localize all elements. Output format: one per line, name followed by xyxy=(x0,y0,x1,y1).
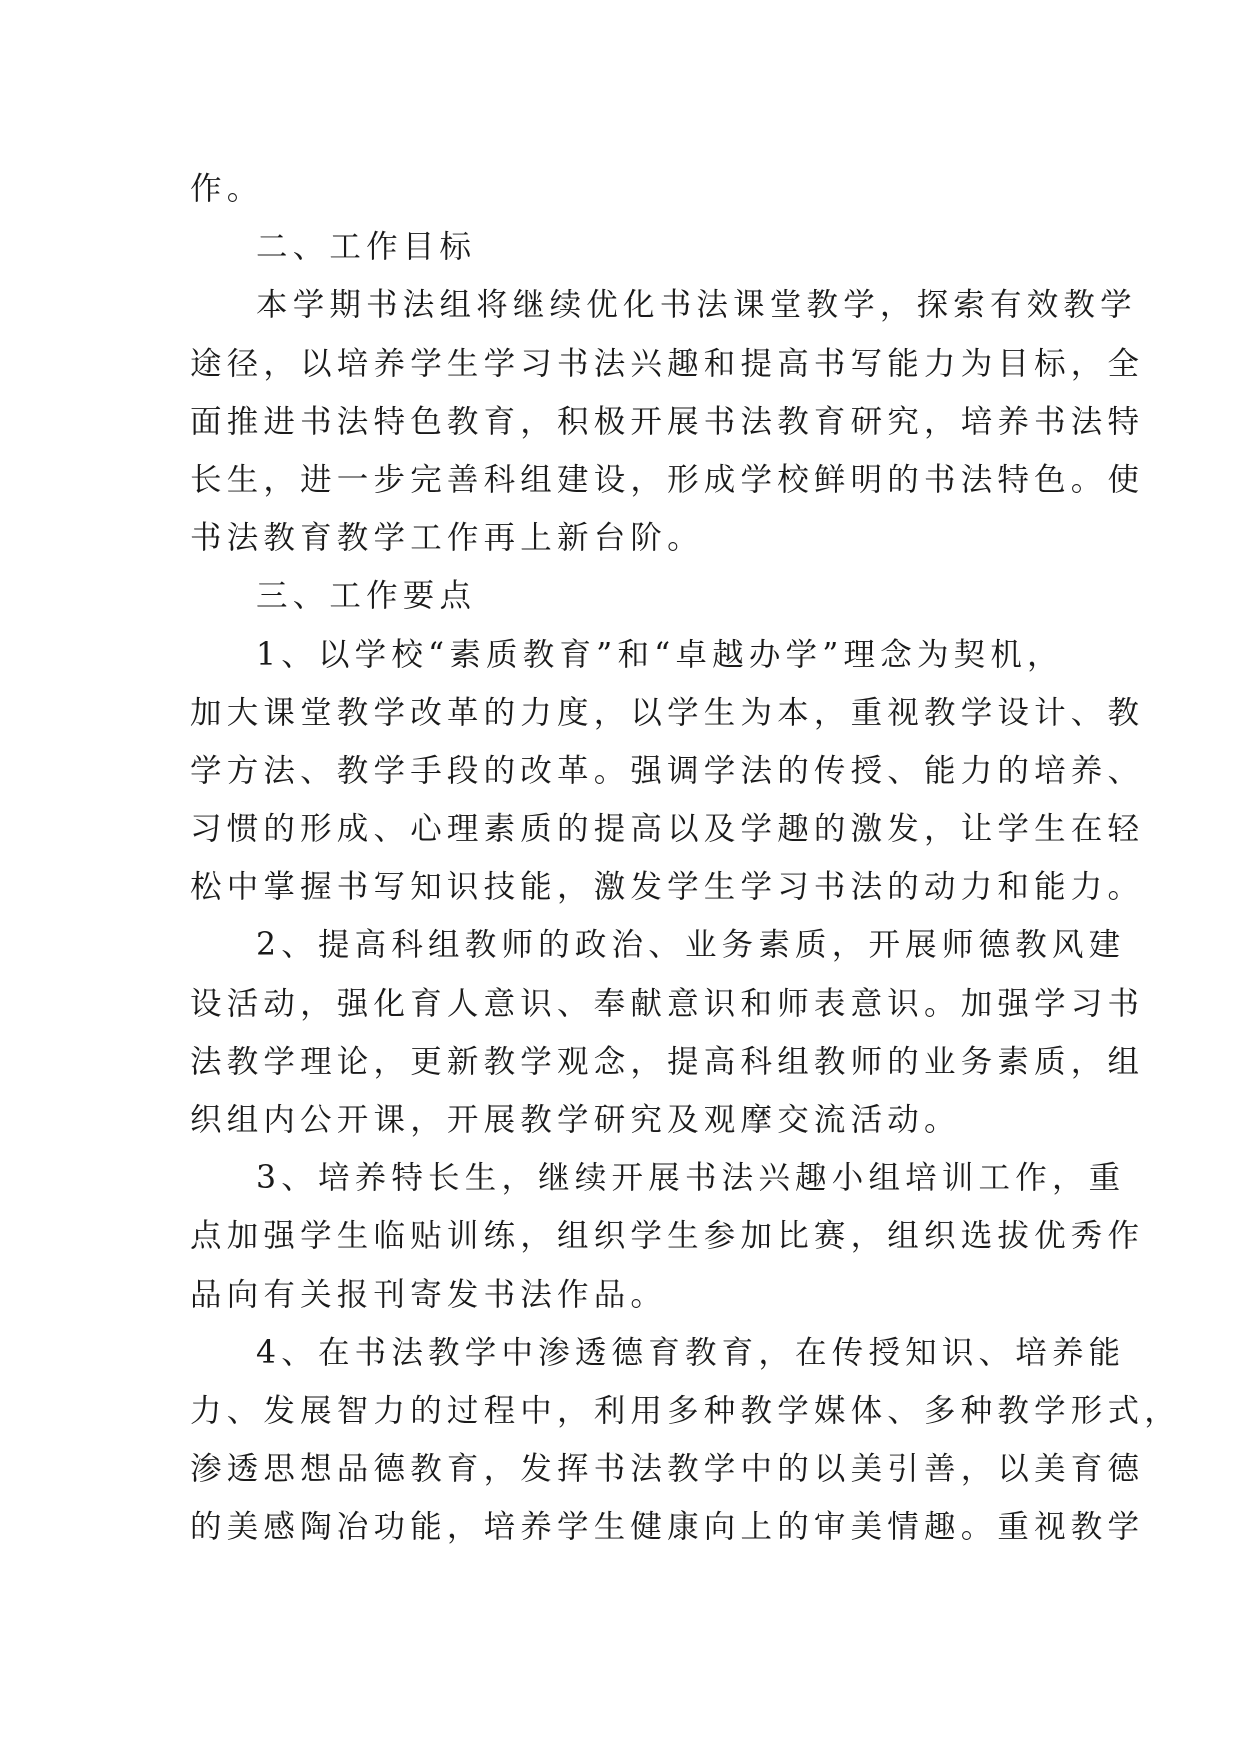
text-line: 松中掌握书写知识技能，激发学生学习书法的动力和能力。 xyxy=(190,869,1145,906)
text-line: 力、发展智力的过程中，利用多种教学媒体、多种教学形式， xyxy=(190,1392,1181,1429)
text-line: 本学期书法组将继续优化书法课堂教学，探索有效教学 xyxy=(256,287,1137,324)
section-heading-key-points: 三、工作要点 xyxy=(256,578,477,615)
section-heading-goals: 二、工作目标 xyxy=(256,229,477,266)
text-line: 书法教育教学工作再上新台阶。 xyxy=(190,520,704,557)
text-line: 途径，以培养学生学习书法兴趣和提高书写能力为目标，全 xyxy=(190,345,1145,382)
text-line: 学方法、教学手段的改革。强调学法的传授、能力的培养、 xyxy=(190,752,1145,789)
text-line: 面推进书法特色教育，积极开展书法教育研究，培养书法特 xyxy=(190,403,1145,440)
text-line: 的美感陶冶功能，培养学生健康向上的审美情趣。重视教学 xyxy=(190,1509,1145,1546)
text-line: 设活动，强化育人意识、奉献意识和师表意识。加强学习书 xyxy=(190,985,1145,1022)
document-page xyxy=(190,160,1181,1557)
text-line: 长生，进一步完善科组建设，形成学校鲜明的书法特色。使 xyxy=(190,461,1145,498)
text-line: 作。 xyxy=(190,171,264,207)
text-line: 加大课堂教学改革的力度，以学生为本，重视教学设计、教 xyxy=(190,694,1145,731)
text-line: 习惯的形成、心理素质的提高以及学趣的激发，让学生在轻 xyxy=(190,811,1145,848)
text-line: 法教学理论，更新教学观念，提高科组教师的业务素质，组 xyxy=(190,1043,1145,1080)
text-line: 4、在书法教学中渗透德育教育，在传授知识、培养能 xyxy=(256,1334,1126,1371)
text-line: 2、提高科组教师的政治、业务素质，开展师德教风建 xyxy=(256,927,1126,964)
text-line: 点加强学生临贴训练，组织学生参加比赛，组织选拔优秀作 xyxy=(190,1218,1145,1255)
text-line: 3、培养特长生，继续开展书法兴趣小组培训工作，重 xyxy=(256,1160,1126,1197)
text-line: 渗透思想品德教育，发挥书法教学中的以美引善，以美育德 xyxy=(190,1451,1145,1488)
text-line: 1、以学校“素质教育”和“卓越办学”理念为契机， xyxy=(256,636,1064,673)
text-line: 织组内公开课，开展教学研究及观摩交流活动。 xyxy=(190,1102,961,1138)
text-line: 品向有关报刊寄发书法作品。 xyxy=(190,1276,668,1313)
